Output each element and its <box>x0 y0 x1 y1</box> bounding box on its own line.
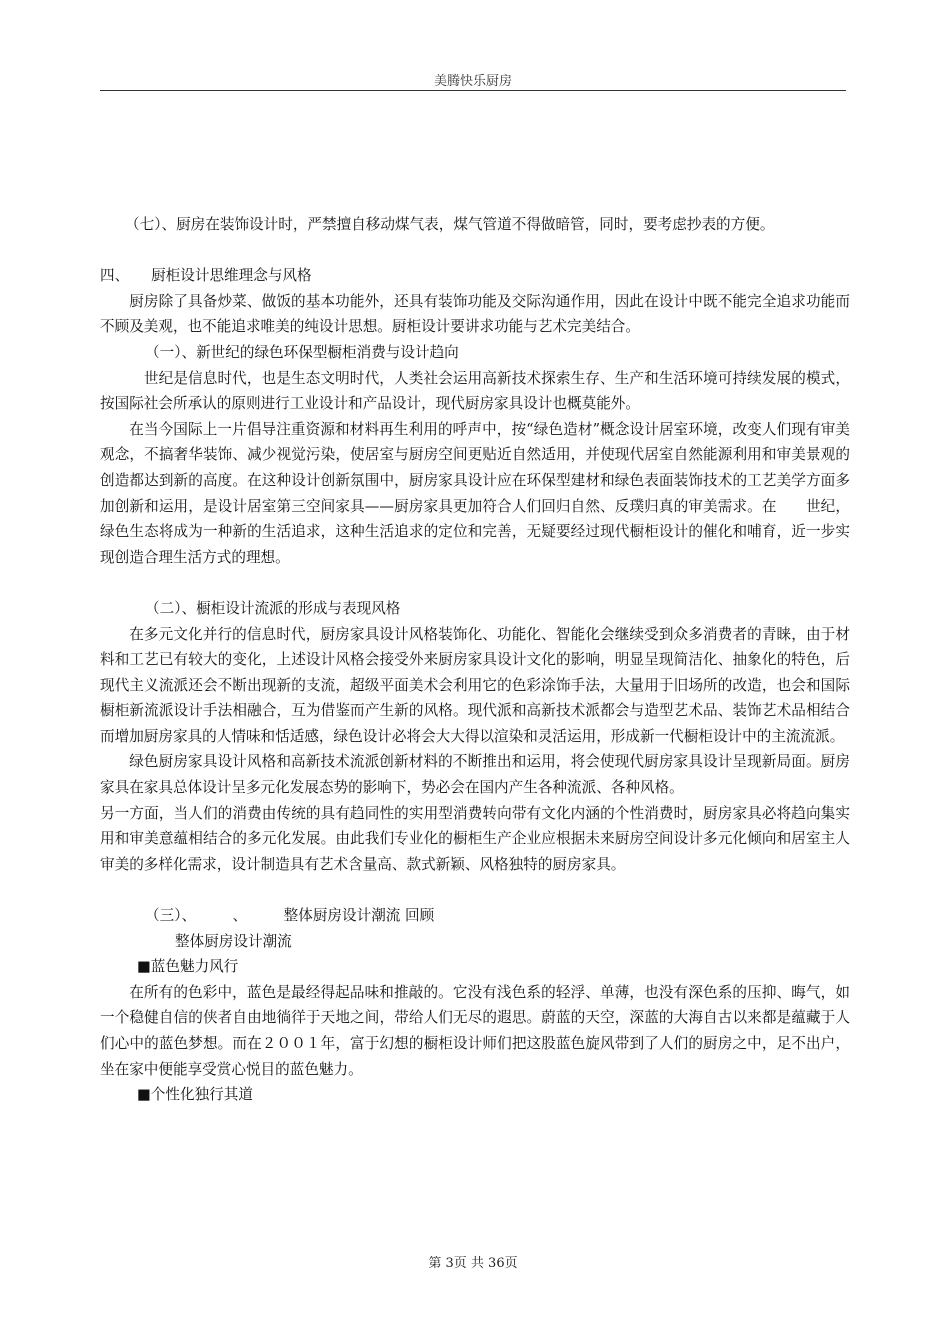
subsection-2-paragraph-3: 另一方面，当人们的消费由传统的具有趋同性的实用型消费转向带有文化内涵的个性消费时，厨房家具必将趋向集实用和审美意蕴相结合的多元化发展。由此我们专业化的橱柜生产企业应根据未来厨房空间设计多元化倾向和居室主人审美的多样化需求，设计制造具有艺术含量高、款式新颖、风格独特的厨房家具。 <box>100 804 850 873</box>
spacer <box>100 877 850 903</box>
page-header: 美腾快乐厨房 <box>433 74 512 89</box>
subsection-2-paragraph-1: 在多元文化并行的信息时代，厨房家具设计风格装饰化、功能化、智能化会继续受到众多消费者的青睐，由于材料和工艺已有较大的变化，上述设计风格会接受外来厨房家具设计文化的影响，明显呈现简洁化、抽象化的特色，后现代主义流派还会不断出现新的支流，超级平面美术会利用它的色彩涂饰手法，大量用于旧场所的改造，也会和国际橱柜新流派设计手法相融合，互为借鉴而产生新的风格。现代派和高新技术派都会与造型艺术品、装饰艺术品相结合而增加厨房家具的人情味和恬适感，绿色设计必将会大大得以渲染和灵活运用，形成新一代橱柜设计中的主流流派。 <box>100 625 850 745</box>
subsection-1-heading: （一）、新世纪的绿色环保型橱柜消费与设计趋向 <box>145 343 459 361</box>
bullet-blue-charm-paragraph: 在所有的色彩中，蓝色是最经得起品味和推敲的。它没有浅色系的轻浮、单薄，也没有深色系的压抑、晦气，如一个稳健自信的侠者自由地徜徉于天地之间，带给人们无尽的遐思。蔚蓝的天空，深蓝的大海自古以来都是蕴藏于人们心中的蓝色梦想。而在２００１年，富于幻想的橱柜设计师们把这股蓝色旋风带到了人们的厨房之中，足不出户，坐在家中便能享受赏心悦目的蓝色魅力。 <box>100 983 850 1078</box>
section-4-heading: 四、 厨柜设计思维理念与风格 <box>100 267 312 285</box>
subsection-1-paragraph-2: 在当今国际上一片倡导注重资源和材料再生利用的呼声中，按“绿色造材”概念设计居室环境，改变人们现有审美观念，不搞奢华装饰、减少视觉污染，使居室与厨房空间更贴近自然适用，并使现代居室自然能源利用和审美景观的创造都达到新的高度。在这种设计创新氛围中，厨房家具设计应在环保型建材和绿色表面装饰技术的工艺美学方面多加创新和运用，是设计居室第三空间家具——厨房家具更加符合人们回归自然、反璞归真的审美需求。在 世纪，绿色生态将成为一种新的生活追求，这种生活追求的定位和完善，无疑要经过现代橱柜设计的催化和哺育，近一步实现创造合理生活方式的理想。 <box>100 420 850 566</box>
subsection-1-paragraph-1: 世纪是信息时代，也是生态文明时代，人类社会运用高新技术探索生存、生产和生活环境可持续发展的模式，按国际社会所承认的原则进行工业设计和产品设计，现代厨房家具设计也概莫能外。 <box>100 369 850 413</box>
subsection-3-heading: （三）、 、 整体厨房设计潮流 回顾 <box>145 907 435 925</box>
item-7-paragraph: （七）、厨房在装饰设计时，严禁擅自移动煤气表，煤气管道不得做暗管，同时，要考虑抄表的方便。 <box>125 216 775 233</box>
bullet-blue-charm: ■蓝色魅力风行 <box>137 958 239 976</box>
document-body <box>100 212 850 1108</box>
subsection-2-paragraph-2: 绿色厨房家具设计风格和高新技术流派创新材料的不断推出和运用，将会使现代厨房家具设计呈现新局面。厨房家具在家具总体设计呈多元化发展态势的影响下，势必会在国内产生各种流派、各种风格。 <box>100 753 850 797</box>
header-divider <box>100 90 846 91</box>
section-4-intro: 厨房除了具备炒菜、做饭的基本功能外，还具有装饰功能及交际沟通作用，因此在设计中既不能完全追求功能而不顾及美观，也不能追求唯美的纯设计思想。厨柜设计要讲求功能与艺术完美结合。 <box>100 292 850 336</box>
page-footer: 第 3页 共 36页 <box>428 1256 518 1271</box>
bullet-individuality: ■个性化独行其道 <box>137 1086 253 1104</box>
spacer <box>100 570 850 596</box>
subsection-2-heading: （二）、橱柜设计流派的形成与表现风格 <box>145 599 401 617</box>
subsection-3-subtitle: 整体厨房设计潮流 <box>175 932 292 950</box>
spacer <box>100 238 850 264</box>
